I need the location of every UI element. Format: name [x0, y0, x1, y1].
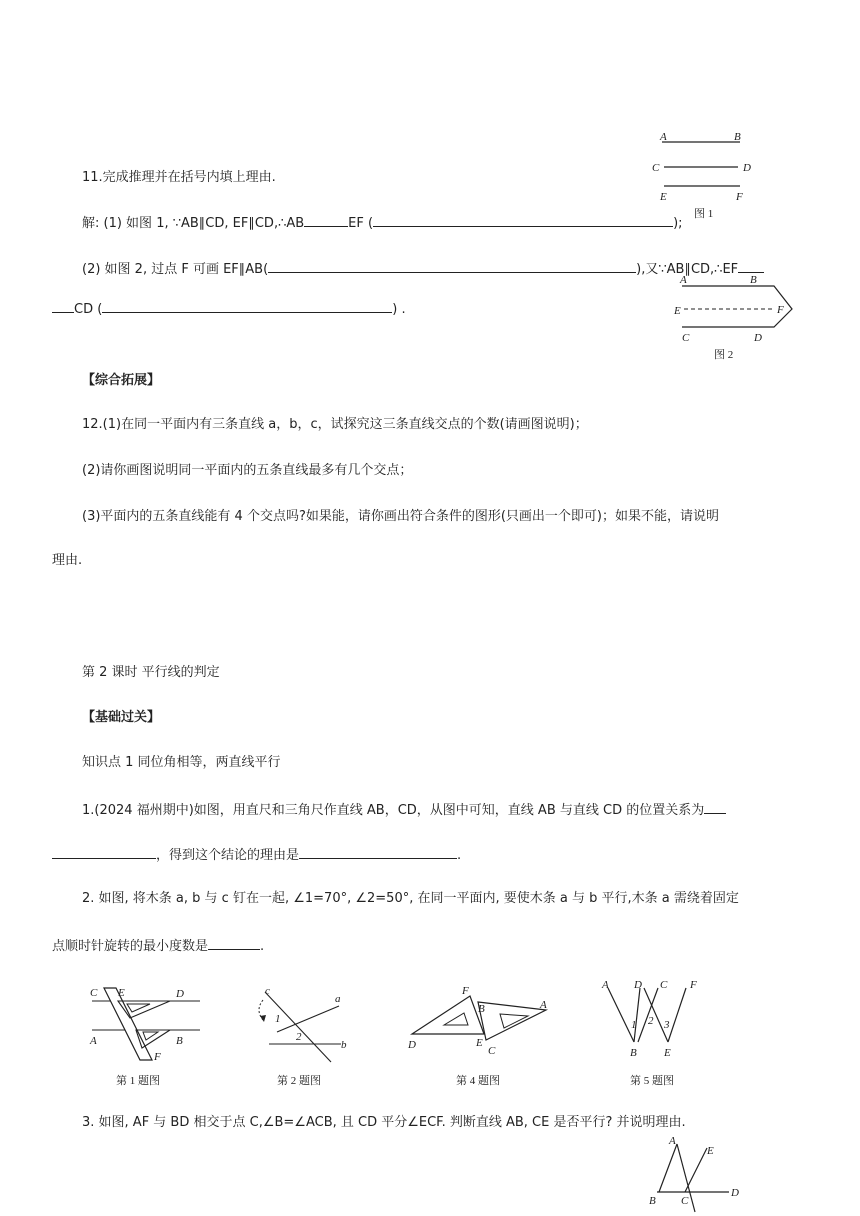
- fig-q5-label-2: 2: [648, 1015, 654, 1027]
- fig2-label-F: F: [777, 304, 784, 316]
- fig1-label-D: D: [743, 162, 751, 174]
- fig-q5-label-3: 3: [664, 1019, 670, 1031]
- figure-2: [670, 270, 795, 365]
- fig-q4-label-D: D: [408, 1039, 416, 1051]
- fig2-label-C: C: [682, 332, 690, 344]
- q3-stem: 3. 如图, AF 与 BD 相交于点 C,∠B=∠ACB, 且 CD 平分∠ECF. 判断直线 AB, CE 是否平行? 并说明理由.: [82, 1115, 686, 1130]
- q1-line2: [52, 845, 461, 865]
- q2-text-c: .: [260, 939, 265, 954]
- figure-1: [650, 128, 760, 223]
- fig-q5-label-C: C: [660, 979, 668, 991]
- q11-line1-text-b: EF (: [348, 216, 374, 231]
- q11-line2: [82, 259, 764, 279]
- fig-q5-label-E: E: [664, 1047, 671, 1059]
- q11-line3-text-b: CD (: [74, 302, 103, 317]
- fig-q2-label-2: 2: [296, 1031, 302, 1043]
- q2-text-b: 点顺时针旋转的最小度数是: [52, 939, 209, 954]
- q12-part3: (3)平面内的五条直线能有 4 个交点吗?如果能，请你画出符合条件的图形(只画出一个即可)；如果不能，请说明: [82, 509, 719, 524]
- q2-line1: 2. 如图, 将木条 a, b 与 c 钉在一起, ∠1=70°, ∠2=50°, 在同一平面内, 要使木条 a 与 b 平行,木条 a 需绕着固定: [82, 891, 739, 906]
- fig-q1-label-A: A: [90, 1035, 97, 1047]
- q11-line2-text-b: ),又∵AB∥CD,∴EF: [636, 262, 739, 277]
- q11-line1-text-a: 解: (1) 如图 1, ∵AB∥CD, EF∥CD,∴AB: [82, 216, 305, 231]
- q1-text-c: .: [457, 848, 462, 863]
- answer-blank[interactable]: [52, 845, 156, 859]
- q1-text-b: ，得到这个结论的理由是: [156, 848, 300, 863]
- fig-q3-label-E: E: [707, 1145, 714, 1157]
- fig-q5-label-D: D: [634, 979, 642, 991]
- fig-q2-label-a: a: [335, 993, 341, 1005]
- figure-q1: [88, 982, 218, 1092]
- q11-line3: [52, 299, 406, 319]
- q11-stem: 11.完成推理并在括号内填上理由.: [82, 170, 276, 185]
- answer-blank[interactable]: [52, 299, 74, 313]
- fig-q5-label-F: F: [690, 979, 697, 991]
- section-basic-heading: 【基础过关】: [82, 710, 161, 725]
- fig-q1-label-C: C: [90, 987, 98, 999]
- section-expand-heading: 【综合拓展】: [82, 373, 161, 388]
- fig-q1-label-E: E: [118, 987, 125, 999]
- reason-blank[interactable]: [268, 259, 636, 273]
- fig2-caption: 图 2: [714, 349, 734, 361]
- fig-q1-label-F: F: [154, 1051, 161, 1063]
- fig-q4-label-F: F: [462, 985, 469, 997]
- fig1-label-E: E: [660, 191, 667, 203]
- fig2-label-A: A: [680, 274, 687, 286]
- fig-q1-caption: 第 1 题图: [116, 1075, 160, 1087]
- fig-q4-label-E: E: [476, 1037, 483, 1049]
- fig-q4-label-C: C: [488, 1045, 496, 1057]
- fig1-label-B: B: [734, 131, 741, 143]
- fig-q4-label-B: B: [478, 1003, 485, 1015]
- q11-line3-text-c: ) .: [392, 302, 406, 317]
- answer-blank[interactable]: [704, 800, 726, 814]
- fig1-label-F: F: [736, 191, 743, 203]
- fig2-label-B: B: [750, 274, 757, 286]
- figure-q4: [404, 982, 554, 1092]
- q1-text-a: 1.(2024 福州期中)如图，用直尺和三角尺作直线 AB，CD，从图中可知，直线 AB 与直线 CD 的位置关系为: [82, 803, 705, 818]
- figure-q2: [255, 982, 365, 1092]
- fig2-label-D: D: [754, 332, 762, 344]
- fig-q2-label-1: 1: [275, 1013, 281, 1025]
- fig2-label-E: E: [674, 305, 681, 317]
- fig-q3-label-C: C: [681, 1195, 689, 1207]
- fig-q5-label-B: B: [630, 1047, 637, 1059]
- q12-part2: (2)请你画图说明同一平面内的五条直线最多有几个交点；: [82, 463, 413, 478]
- fig-q4-caption: 第 4 题图: [456, 1075, 500, 1087]
- fig-q5-caption: 第 5 题图: [630, 1075, 674, 1087]
- answer-blank[interactable]: [304, 213, 348, 227]
- fig-q2-caption: 第 2 题图: [277, 1075, 321, 1087]
- fig-q4-label-A: A: [540, 999, 547, 1011]
- lesson-title: 第 2 课时 平行线的判定: [82, 665, 220, 680]
- figure-q3: [645, 1132, 755, 1216]
- q2-line2: [52, 936, 264, 956]
- fig-q2-label-b: b: [341, 1039, 347, 1051]
- fig1-label-A: A: [660, 131, 667, 143]
- knowledge-point-1: 知识点 1 同位角相等，两直线平行: [82, 755, 281, 770]
- fig-q2-label-c: c: [265, 985, 270, 997]
- fig-q5-label-1: 1: [631, 1019, 637, 1031]
- q11-line2-text-a: (2) 如图 2, 过点 F 可画 EF∥AB(: [82, 262, 269, 277]
- reason-blank[interactable]: [102, 299, 392, 313]
- fig-q3-label-B: B: [649, 1195, 656, 1207]
- q12-part1: 12.(1)在同一平面内有三条直线 a，b，c，试探究这三条直线交点的个数(请画图说明)；: [82, 417, 588, 432]
- answer-blank[interactable]: [208, 936, 260, 950]
- fig1-label-C: C: [652, 162, 660, 174]
- fig1-caption: 图 1: [694, 208, 714, 220]
- q11-line1: [82, 213, 683, 233]
- reason-blank[interactable]: [299, 845, 457, 859]
- fig-q3-label-A: A: [669, 1135, 676, 1147]
- q11-line1-text-c: );: [673, 216, 683, 231]
- fig-q3-label-D: D: [731, 1187, 739, 1199]
- q1-line1: [82, 800, 726, 820]
- q12-part3-cont: 理由.: [52, 553, 83, 568]
- figure-q5: [598, 974, 713, 1092]
- fig-q1-label-D: D: [176, 988, 184, 1000]
- fig-q5-label-A: A: [602, 979, 609, 991]
- reason-blank[interactable]: [373, 213, 673, 227]
- fig-q1-label-B: B: [176, 1035, 183, 1047]
